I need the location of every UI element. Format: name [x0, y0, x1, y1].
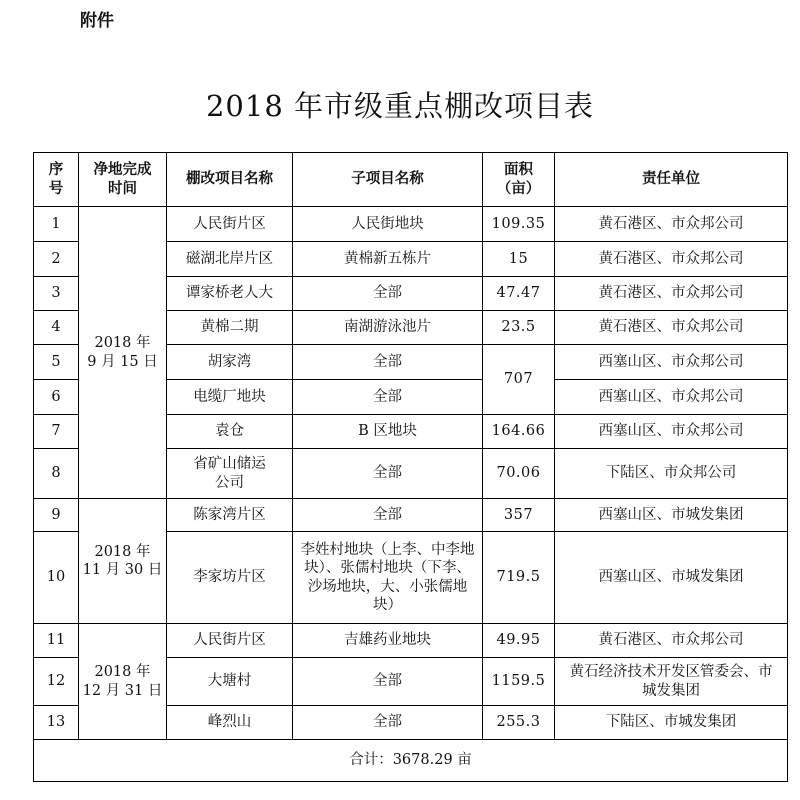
cell-area: 15	[483, 242, 555, 277]
cell-subproject: 全部	[293, 499, 483, 532]
header-subproject-name: 子项目名称	[293, 153, 483, 207]
header-project-name: 棚改项目名称	[167, 153, 293, 207]
cell-no: 10	[34, 532, 79, 624]
cell-responsible: 黄石港区、市众邦公司	[555, 624, 788, 658]
cell-subproject: 人民街地块	[293, 207, 483, 242]
date-year: 2018 年	[94, 664, 151, 681]
cell-no: 6	[34, 380, 79, 415]
cell-area: 109.35	[483, 207, 555, 242]
document-title: 2018 年市级重点棚改项目表	[205, 89, 595, 123]
cell-project: 峰烈山	[167, 706, 293, 740]
cell-subproject: 吉雄药业地块	[293, 624, 483, 658]
cell-no: 5	[34, 345, 79, 380]
cell-responsible: 西塞山区、市城发集团	[555, 499, 788, 532]
cell-project: 大塘村	[167, 658, 293, 706]
cell-project: 电缆厂地块	[167, 380, 293, 415]
header-no: 序号	[34, 153, 79, 207]
attachment-label: 附件	[80, 11, 114, 31]
cell-responsible: 下陆区、市众邦公司	[555, 449, 788, 499]
cell-responsible: 黄石港区、市众邦公司	[555, 242, 788, 277]
cell-project: 人民街片区	[167, 207, 293, 242]
cell-subproject: B 区地块	[293, 415, 483, 449]
cell-subproject: 全部	[293, 380, 483, 415]
cell-responsible: 黄石经济技术开发区管委会、市城发集团	[555, 658, 788, 706]
cell-project: 李家坊片区	[167, 532, 293, 624]
cell-responsible: 西塞山区、市众邦公司	[555, 380, 788, 415]
cell-completion-time	[79, 207, 167, 499]
date-day: 12 月 31 日	[82, 682, 163, 699]
cell-subproject: 李姓村地块（上李、中李地块）、张儒村地块（下李、沙场地块，大、小张儒地块）	[293, 532, 483, 624]
table-row	[34, 624, 788, 658]
cell-area: 1159.5	[483, 658, 555, 706]
cell-project: 人民街片区	[167, 624, 293, 658]
total-cell: 合计：3678.29 亩	[34, 740, 788, 782]
cell-area: 47.47	[483, 277, 555, 311]
cell-completion-time	[79, 499, 167, 624]
date-year: 2018 年	[94, 335, 151, 352]
cell-area: 255.3	[483, 706, 555, 740]
cell-no: 2	[34, 242, 79, 277]
cell-no: 3	[34, 277, 79, 311]
header-responsible-unit: 责任单位	[555, 153, 788, 207]
cell-subproject: 全部	[293, 706, 483, 740]
table-row	[34, 207, 788, 242]
cell-subproject: 黄棉新五栋片	[293, 242, 483, 277]
cell-no: 7	[34, 415, 79, 449]
cell-no: 13	[34, 706, 79, 740]
cell-project: 胡家湾	[167, 345, 293, 380]
cell-area: 164.66	[483, 415, 555, 449]
project-table	[33, 152, 788, 782]
header-completion-time: 净地完成时间	[79, 153, 167, 207]
cell-responsible: 黄石港区、市众邦公司	[555, 311, 788, 345]
cell-project: 袁仓	[167, 415, 293, 449]
cell-no: 8	[34, 449, 79, 499]
date-year: 2018 年	[94, 543, 151, 560]
cell-project: 磁湖北岸片区	[167, 242, 293, 277]
cell-area: 70.06	[483, 449, 555, 499]
cell-project: 陈家湾片区	[167, 499, 293, 532]
table-row	[34, 499, 788, 532]
cell-area: 357	[483, 499, 555, 532]
cell-responsible: 下陆区、市城发集团	[555, 706, 788, 740]
header-row	[34, 153, 788, 207]
cell-project: 省矿山储运公司	[167, 449, 293, 499]
cell-project: 谭家桥老人大	[167, 277, 293, 311]
cell-no: 11	[34, 624, 79, 658]
cell-no: 1	[34, 207, 79, 242]
header-area: 面积（亩）	[483, 153, 555, 207]
cell-responsible: 黄石港区、市众邦公司	[555, 207, 788, 242]
cell-responsible: 西塞山区、市城发集团	[555, 532, 788, 624]
cell-subproject: 全部	[293, 449, 483, 499]
cell-subproject: 全部	[293, 345, 483, 380]
cell-subproject: 南湖游泳池片	[293, 311, 483, 345]
cell-no: 12	[34, 658, 79, 706]
cell-area: 23.5	[483, 311, 555, 345]
cell-project: 黄棉二期	[167, 311, 293, 345]
date-day: 11 月 30 日	[82, 562, 163, 578]
cell-completion-time	[79, 624, 167, 740]
cell-subproject: 全部	[293, 277, 483, 311]
date-day: 9 月 15 日	[87, 353, 158, 370]
cell-responsible: 西塞山区、市众邦公司	[555, 415, 788, 449]
cell-area: 707	[483, 345, 555, 415]
cell-subproject: 全部	[293, 658, 483, 706]
cell-responsible: 黄石港区、市众邦公司	[555, 277, 788, 311]
cell-area: 49.95	[483, 624, 555, 658]
cell-no: 9	[34, 499, 79, 532]
total-row	[34, 740, 788, 782]
cell-responsible: 西塞山区、市众邦公司	[555, 345, 788, 380]
cell-no: 4	[34, 311, 79, 345]
cell-area: 719.5	[483, 532, 555, 624]
